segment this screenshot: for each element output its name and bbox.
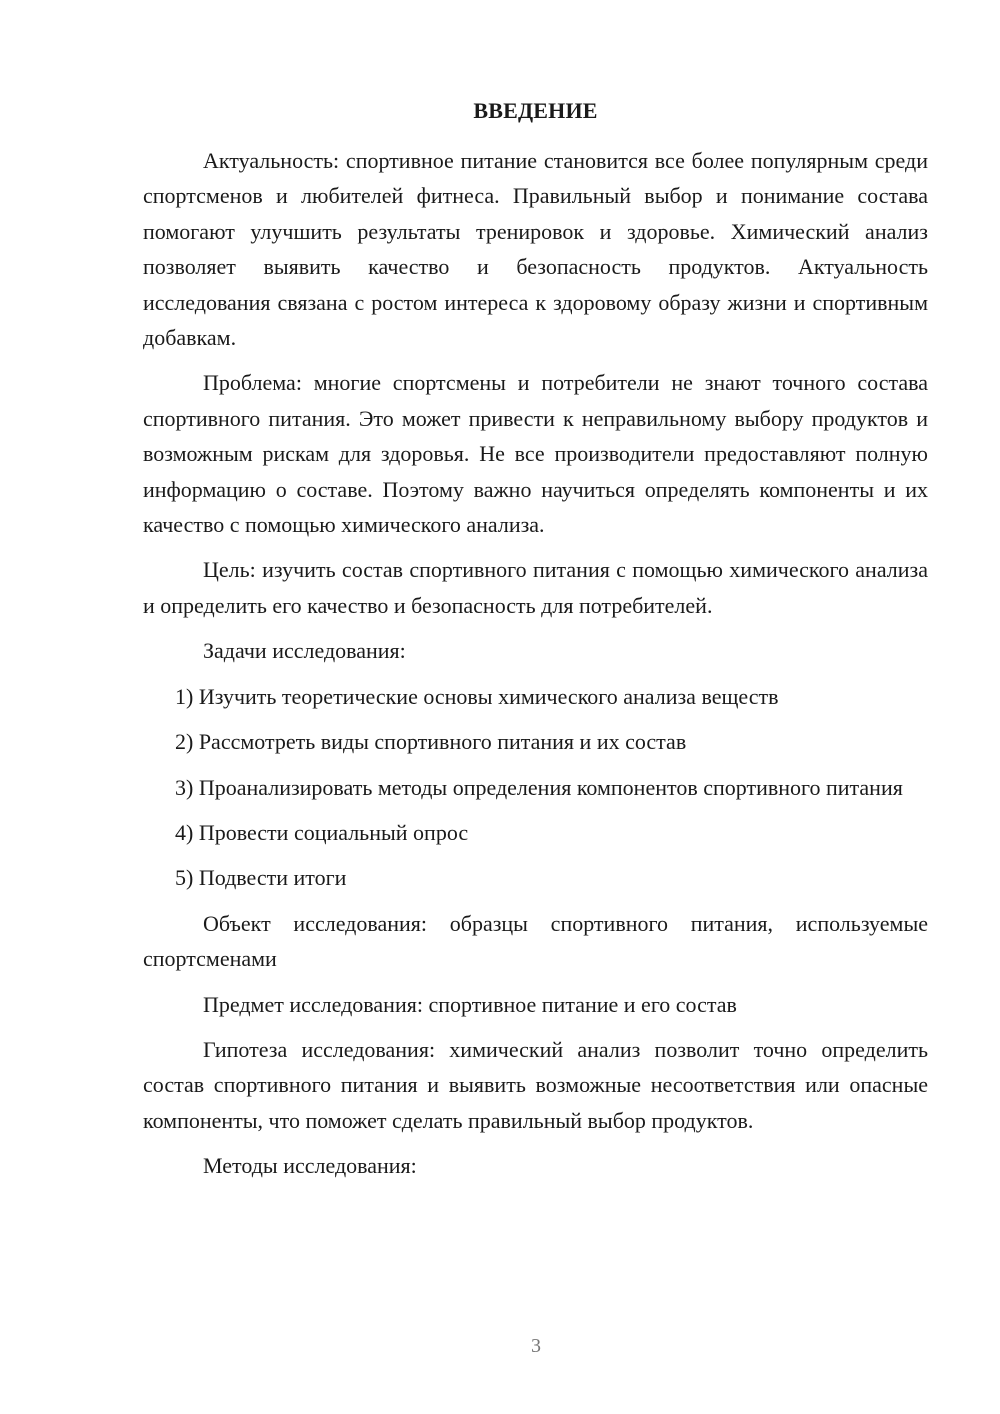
task-item-2: 2) Рассмотреть виды спортивного питания и их состав bbox=[175, 729, 687, 755]
goal-paragraph: Цель: изучить состав спортивного питания с помощью химического анализа и определить его качество и безопасность для потребителей. bbox=[143, 557, 928, 618]
hypothesis-paragraph: Гипотеза исследования: химический анализ позволит точно определить состав спортивного питания и выявить возможные несоответствия или опасные компоненты, что поможет сделать правильный выбор продуктов. bbox=[143, 1036, 928, 1133]
relevance-paragraph: Актуальность: спортивное питание становится все более популярным среди спортсменов и любителей фитнеса. Правильный выбор и понимание состава помогают улучшить результаты тренировок и здоровье. Химический анализ позволяет выявить качество и безопасность продуктов. Актуальность исследования связана с ростом интереса к здоровому образу жизни и спортивным добавкам. bbox=[143, 148, 928, 351]
object-paragraph: Объект исследования: образцы спортивного питания, используемые спортсменами bbox=[143, 910, 928, 972]
section-title: ВВЕДЕНИЕ bbox=[473, 98, 598, 123]
subject-paragraph: Предмет исследования: спортивное питание и его состав bbox=[203, 991, 737, 1017]
page-content bbox=[143, 95, 928, 1194]
task-item-1: 1) Изучить теоретические основы химического анализа веществ bbox=[175, 683, 779, 709]
task-item-5: 5) Подвести итоги bbox=[175, 865, 347, 891]
methods-heading: Методы исследования: bbox=[203, 1153, 417, 1179]
problem-paragraph: Проблема: многие спортсмены и потребители не знают точного состава спортивного питания. Это может привести к неправильному выбору продуктов и возможным рискам для здоровья. Не все производители предоставляют полную информацию о составе. Поэтому важно научиться определять компоненты и их качество с помощью химического анализа. bbox=[143, 370, 928, 538]
task-item-4: 4) Провести социальный опрос bbox=[175, 819, 469, 845]
page-number: 3 bbox=[531, 1335, 541, 1357]
tasks-heading: Задачи исследования: bbox=[203, 638, 406, 664]
task-item-3: 3) Проанализировать методы определения компонентов спортивного питания bbox=[175, 774, 903, 800]
